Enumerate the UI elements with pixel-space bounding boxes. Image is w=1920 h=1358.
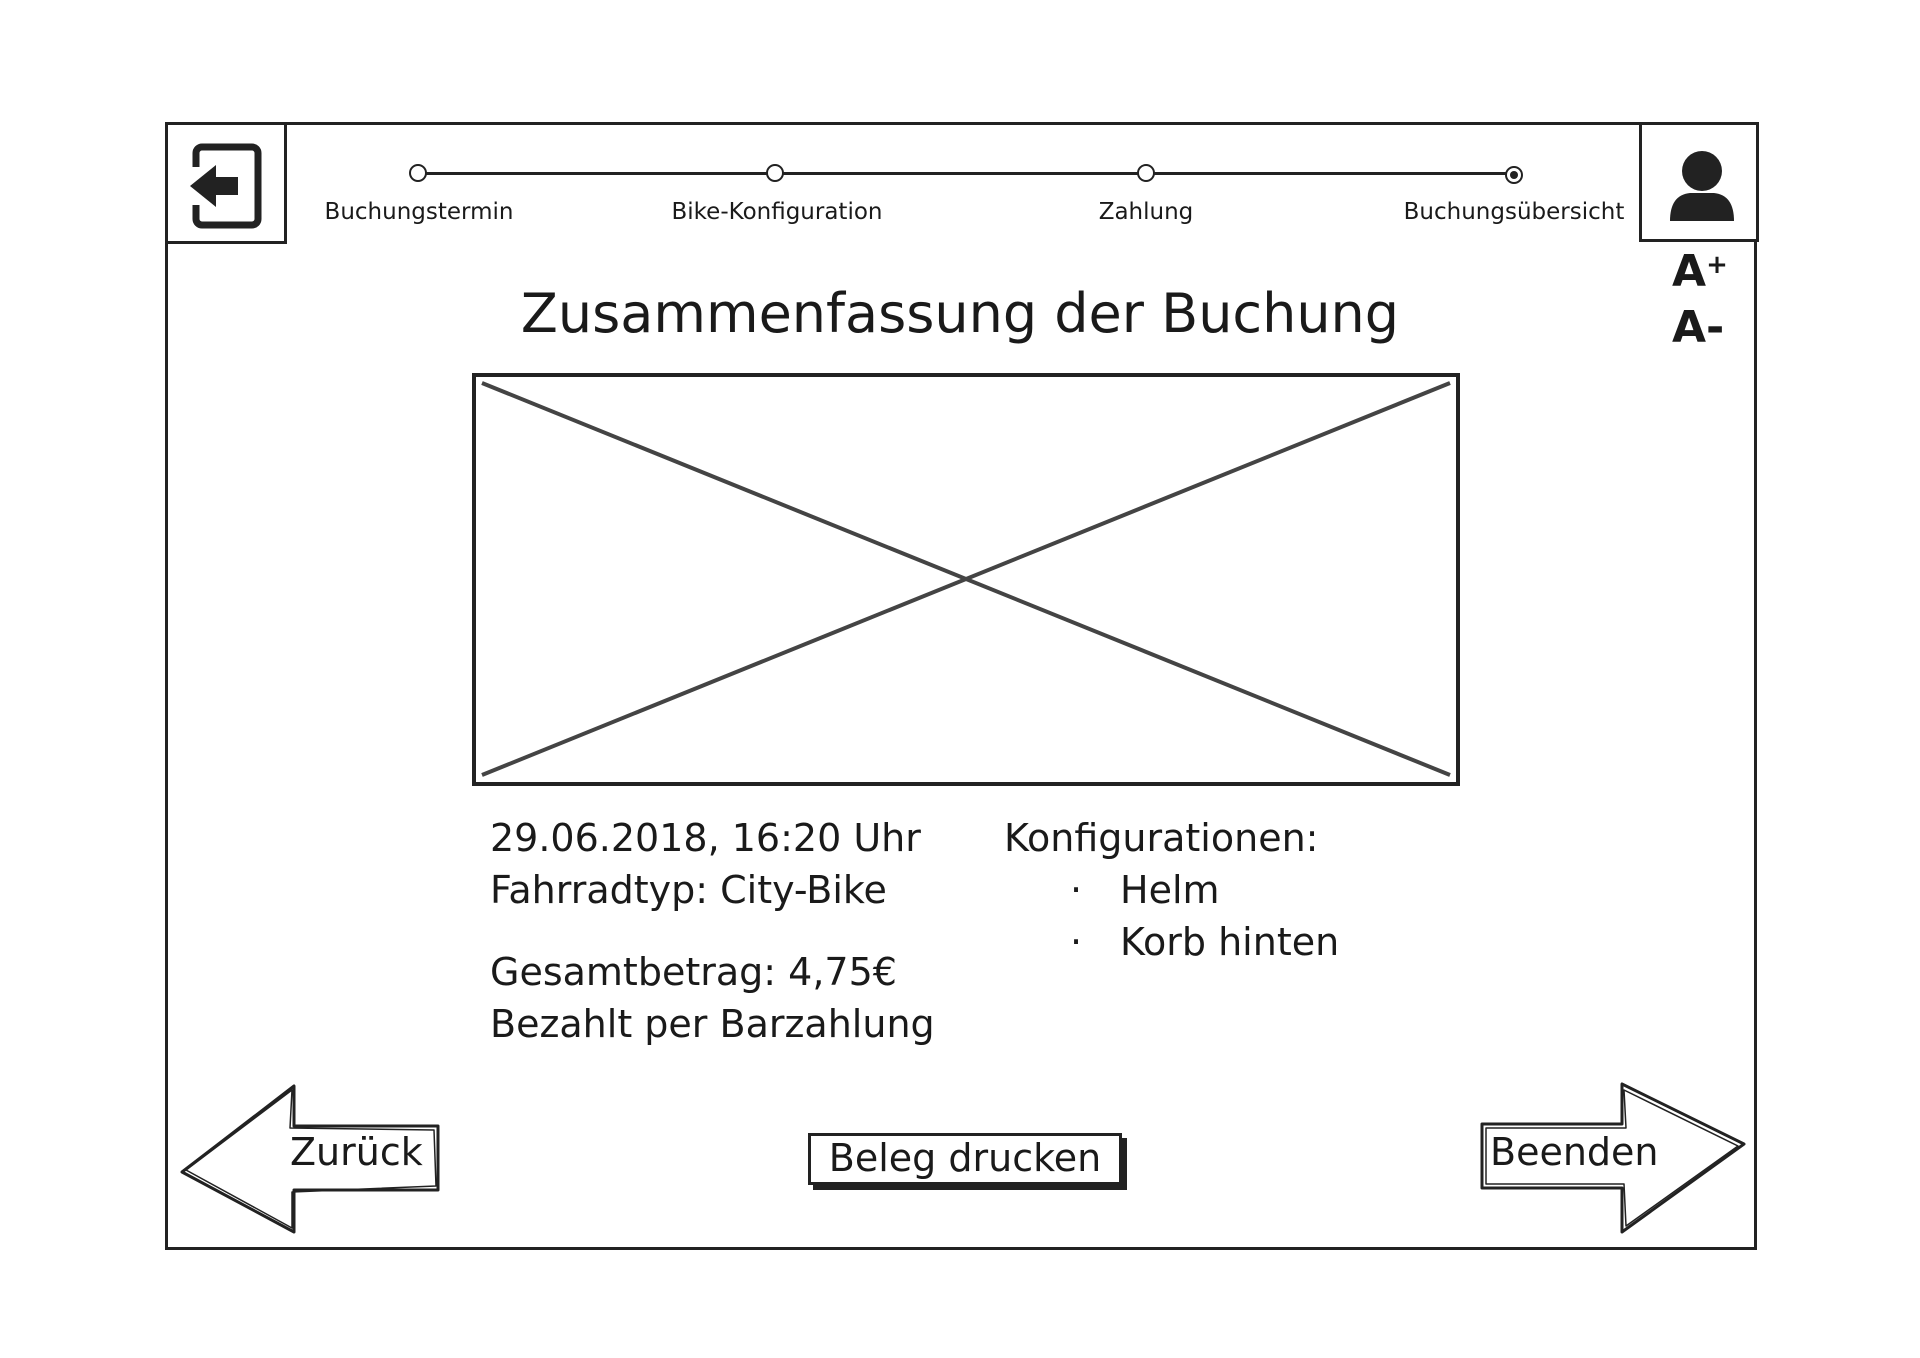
print-receipt-button[interactable]: Beleg drucken [808,1133,1122,1185]
finish-button[interactable] [1478,1080,1748,1236]
total-amount: Gesamtbetrag: 4,75€ [490,950,897,994]
back-button[interactable] [178,1080,444,1236]
step-dot-buchungstermin [409,164,427,182]
booking-datetime: 29.06.2018, 16:20 Uhr [490,816,921,860]
step-label-bike-konfiguration: Bike-Konfiguration [671,199,883,225]
user-profile-button[interactable] [1639,122,1759,242]
booking-details [490,812,921,916]
step-label-buchungsuebersicht: Buchungsübersicht [1403,199,1625,225]
step-dot-buchungsuebersicht [1505,166,1523,184]
bike-type: Fahrradtyp: City-Bike [490,868,887,912]
back-button-label: Zurück [290,1130,423,1174]
page-title: Zusammenfassung der Buchung [520,282,1400,345]
payment-method: Bezahlt per Barzahlung [490,1002,935,1046]
image-placeholder-icon [476,377,1456,782]
payment-details [490,946,935,1050]
step-label-buchungstermin: Buchungstermin [324,199,514,225]
configurations-heading: Konfigurationen: [1004,816,1319,860]
bike-image-placeholder [472,373,1460,786]
step-label-zahlung: Zahlung [1098,199,1194,225]
list-item: · Helm [1070,864,1339,916]
logout-icon [168,125,290,247]
step-dot-bike-konfiguration [766,164,784,182]
font-decrease-button[interactable]: A- [1672,302,1725,353]
font-increase-button[interactable]: A+ [1672,246,1728,297]
user-icon [1642,125,1762,245]
step-dot-zahlung [1137,164,1155,182]
configurations [1004,812,1339,968]
list-item: · Korb hinten [1070,916,1339,968]
stepper-line [418,172,1513,175]
finish-button-label: Beenden [1490,1130,1659,1174]
configurations-list [1070,864,1339,968]
logout-button[interactable] [165,122,287,244]
